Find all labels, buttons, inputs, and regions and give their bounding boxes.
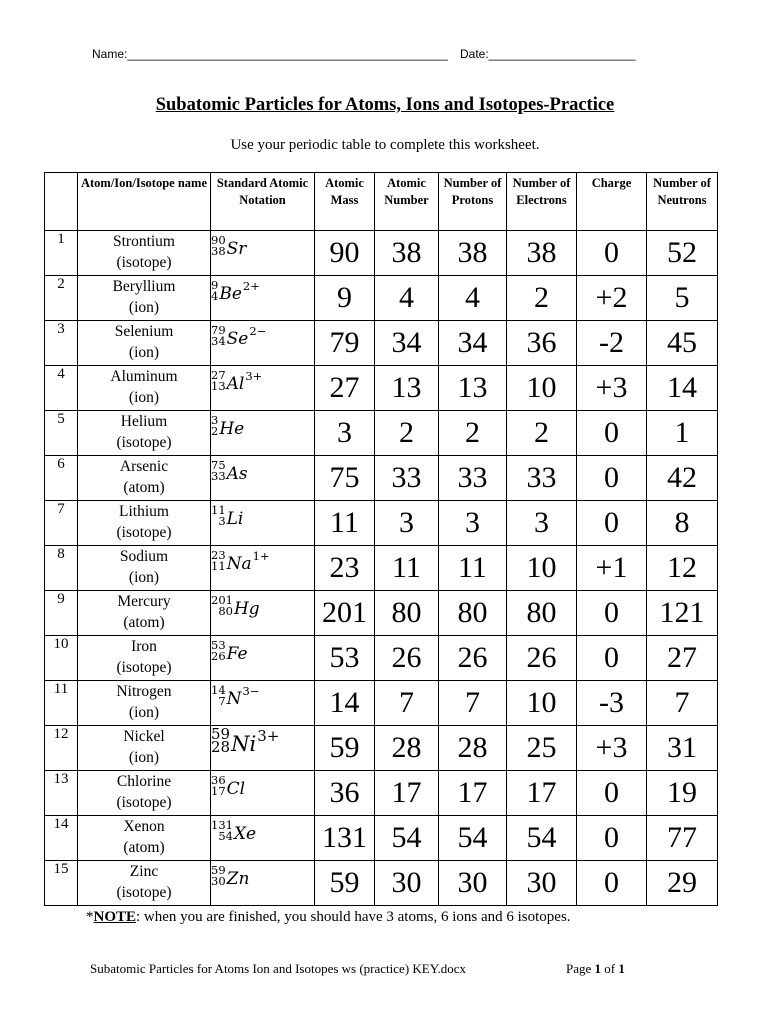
header-atomic-number: Atomic Number [375,173,439,231]
notation-cell [211,411,315,456]
particle-kind: (ion) [128,569,160,586]
particle-kind: (atom) [123,614,165,631]
row-number: 3 [45,321,78,366]
notation-cell [211,456,315,501]
atomic-mass-value: 14 [315,681,375,726]
notation-atomic-number: 38 [211,244,226,258]
table-row [45,771,718,816]
table-row [45,231,718,276]
atomic-mass-value: 53 [315,636,375,681]
row-number: 15 [45,861,78,906]
atomic-mass-value: 59 [315,861,375,906]
particle-kind: (ion) [128,704,160,721]
notation-mass-number: 75 [211,458,226,472]
notation-mass-number: 59 [211,725,231,743]
notation-mass-number: 11 [211,503,226,517]
notation-charge: 3+ [257,727,280,745]
notation-atomic-number: 54 [218,829,233,843]
particle-name-cell [78,501,211,546]
particle-name-cell [78,861,211,906]
atomic-notation [211,820,257,843]
notation-charge: 1+ [252,549,270,563]
notation-symbol: Sr [226,239,247,259]
charge-value: 0 [577,591,647,636]
neutrons-value: 7 [647,681,718,726]
table-row [45,411,718,456]
neutrons-value: 45 [647,321,718,366]
notation-atomic-number: 33 [211,469,226,483]
table-row [45,861,718,906]
protons-value: 33 [439,456,507,501]
notation-atomic-number: 3 [218,514,226,528]
particle-kind: (isotope) [116,884,172,901]
notation-atomic-number: 13 [211,379,226,393]
atomic-mass-value: 9 [315,276,375,321]
electrons-value: 10 [507,366,577,411]
neutrons-value: 14 [647,366,718,411]
charge-value: -2 [577,321,647,366]
table-header-row [45,173,718,231]
notation-atomic-number: 30 [211,874,226,888]
notation-atomic-number: 7 [218,694,226,708]
protons-value: 54 [439,816,507,861]
neutrons-value: 29 [647,861,718,906]
particle-name-cell [78,366,211,411]
atomic-notation [211,460,249,483]
electrons-value: 30 [507,861,577,906]
particle-kind: (atom) [123,479,165,496]
neutrons-value: 52 [647,231,718,276]
atomic-notation [211,685,259,708]
table-row [45,681,718,726]
element-name: Nickel [123,728,165,745]
table-row [45,276,718,321]
notation-symbol: As [226,464,248,484]
atomic-number-value: 34 [375,321,439,366]
row-number: 7 [45,501,78,546]
notation-symbol: Ni [231,732,257,756]
charge-value: +3 [577,366,647,411]
atomic-number-value: 2 [375,411,439,456]
atomic-number-value: 4 [375,276,439,321]
notation-atomic-number: 26 [211,649,226,663]
notation-mass-number: 59 [211,863,226,877]
atomic-number-value: 54 [375,816,439,861]
table-row [45,321,718,366]
row-number: 9 [45,591,78,636]
atomic-mass-value: 59 [315,726,375,771]
particle-name-cell [78,681,211,726]
notation-mass-number: 27 [211,368,226,382]
element-name: Nitrogen [116,683,172,700]
particle-name-cell [78,276,211,321]
table-row [45,591,718,636]
charge-value: 0 [577,771,647,816]
notation-cell [211,276,315,321]
atomic-number-value: 26 [375,636,439,681]
header-name: Atom/Ion/Isotope name [78,173,211,231]
header-notation: Standard Atomic Notation [211,173,315,231]
atomic-number-value: 7 [375,681,439,726]
atomic-mass-value: 36 [315,771,375,816]
footer-page-word: Page [566,961,592,976]
protons-value: 4 [439,276,507,321]
notation-mass-number: 131 [211,818,233,832]
atomic-number-value: 38 [375,231,439,276]
protons-value: 38 [439,231,507,276]
atomic-mass-value: 90 [315,231,375,276]
atomic-mass-value: 201 [315,591,375,636]
notation-mass-number: 53 [211,638,226,652]
atomic-number-value: 28 [375,726,439,771]
particle-kind: (isotope) [116,794,172,811]
notation-atomic-number: 17 [211,784,226,798]
table-row [45,726,718,771]
notation-atomic-number: 4 [211,289,219,303]
notation-charge: 3− [242,684,260,698]
neutrons-value: 42 [647,456,718,501]
atomic-notation [211,325,266,348]
particle-kind: (ion) [128,749,160,766]
protons-value: 26 [439,636,507,681]
electrons-value: 17 [507,771,577,816]
table-row [45,366,718,411]
header-neutrons: Number of Neutrons [647,173,718,231]
notation-mass-number: 201 [211,593,233,607]
notation-charge: 2− [249,324,267,338]
instructions-text: Use your periodic table to complete this worksheet. [230,137,540,153]
notation-cell [211,861,315,906]
row-number: 4 [45,366,78,411]
atomic-number-value: 3 [375,501,439,546]
notation-symbol: N [226,689,242,709]
name-field-label: Name:________________________________________________ [92,47,448,61]
notation-atomic-number: 80 [218,604,233,618]
electrons-value: 54 [507,816,577,861]
element-name: Mercury [117,593,171,610]
notation-atomic-number: 28 [211,738,231,756]
particle-name-cell [78,456,211,501]
notation-cell [211,681,315,726]
notation-cell [211,231,315,276]
element-name: Aluminum [110,368,178,385]
atomic-number-value: 13 [375,366,439,411]
particle-name-cell [78,771,211,816]
particle-name-cell [78,726,211,771]
notation-mass-number: 79 [211,323,226,337]
notation-symbol: He [219,419,245,439]
atomic-number-value: 30 [375,861,439,906]
header-row-number [45,173,78,231]
atomic-mass-value: 23 [315,546,375,591]
charge-value: +3 [577,726,647,771]
electrons-value: 33 [507,456,577,501]
neutrons-value: 77 [647,816,718,861]
atomic-notation [211,865,250,888]
notation-cell [211,591,315,636]
element-name: Beryllium [112,278,176,295]
atomic-notation [211,505,244,528]
charge-value: -3 [577,681,647,726]
row-number: 5 [45,411,78,456]
table-row [45,456,718,501]
notation-charge: 2+ [242,279,260,293]
neutrons-value: 27 [647,636,718,681]
protons-value: 17 [439,771,507,816]
footer-page-of: of [604,961,616,976]
particle-kind: (ion) [128,299,160,316]
charge-value: 0 [577,456,647,501]
notation-mass-number: 36 [211,773,226,787]
neutrons-value: 8 [647,501,718,546]
electrons-value: 36 [507,321,577,366]
atomic-mass-value: 75 [315,456,375,501]
electrons-value: 2 [507,276,577,321]
header-protons: Number of Protons [439,173,507,231]
neutrons-value: 5 [647,276,718,321]
footer-page-total: 1 [618,961,625,976]
row-number: 8 [45,546,78,591]
footer-page-current: 1 [594,961,602,976]
protons-value: 34 [439,321,507,366]
atomic-number-value: 17 [375,771,439,816]
charge-value: 0 [577,411,647,456]
notation-atomic-number: 34 [211,334,226,348]
electrons-value: 26 [507,636,577,681]
notation-symbol: Al [226,374,245,394]
note-label: NOTE [93,909,137,925]
element-name: Lithium [119,503,169,520]
particle-name-cell [78,546,211,591]
neutrons-value: 19 [647,771,718,816]
element-name: Sodium [119,548,169,565]
protons-value: 28 [439,726,507,771]
neutrons-value: 1 [647,411,718,456]
atomic-notation [211,725,280,756]
particle-kind: (ion) [128,389,160,406]
note-text: : when you are finished, you should have 3 atoms, 6 ions and 6 isotopes. [136,909,571,925]
table-row [45,636,718,681]
atomic-notation [211,595,261,618]
particle-kind: (isotope) [116,254,172,271]
atomic-notation [211,370,262,393]
header-charge: Charge [577,173,647,231]
page-title: Subatomic Particles for Atoms, Ions and Isotopes-Practice [155,95,615,115]
atomic-number-value: 11 [375,546,439,591]
protons-value: 7 [439,681,507,726]
atomic-notation [211,640,249,663]
atomic-notation [211,280,260,303]
atomic-number-value: 80 [375,591,439,636]
table-row [45,546,718,591]
notation-atomic-number: 2 [211,424,219,438]
particle-kind: (isotope) [116,659,172,676]
atomic-notation [211,775,246,798]
header-atomic-mass: Atomic Mass [315,173,375,231]
atomic-mass-value: 131 [315,816,375,861]
element-name: Helium [120,413,168,430]
notation-symbol: Fe [226,644,248,664]
atomic-number-value: 33 [375,456,439,501]
atomic-notation [211,550,270,573]
atomic-mass-value: 79 [315,321,375,366]
notation-mass-number: 23 [211,548,226,562]
electrons-value: 10 [507,546,577,591]
row-number: 13 [45,771,78,816]
row-number: 12 [45,726,78,771]
atomic-notation [211,415,245,438]
charge-value: 0 [577,636,647,681]
footer-filename: Subatomic Particles for Atoms Ion and Isotopes ws (practice) KEY.docx [90,961,466,976]
element-name: Strontium [112,233,175,250]
atomic-mass-value: 11 [315,501,375,546]
particle-kind: (isotope) [116,524,172,541]
row-number: 11 [45,681,78,726]
charge-value: 0 [577,861,647,906]
charge-value: 0 [577,501,647,546]
notation-mass-number: 3 [211,413,219,427]
notation-symbol: Xe [233,824,257,844]
particle-kind: (ion) [128,344,160,361]
notation-atomic-number: 11 [211,559,226,573]
charge-value: 0 [577,231,647,276]
particle-name-cell [78,411,211,456]
notation-cell [211,546,315,591]
particle-name-cell [78,816,211,861]
notation-cell [211,816,315,861]
worksheet-table [44,172,718,906]
notation-cell [211,366,315,411]
notation-mass-number: 14 [211,683,226,697]
charge-value: 0 [577,816,647,861]
element-name: Iron [131,638,157,655]
notation-symbol: Li [226,509,244,529]
notation-symbol: Se [226,329,249,349]
row-number: 2 [45,276,78,321]
electrons-value: 80 [507,591,577,636]
charge-value: +1 [577,546,647,591]
row-number: 1 [45,231,78,276]
atomic-notation [211,235,247,258]
notation-symbol: Be [219,284,242,304]
neutrons-value: 31 [647,726,718,771]
footer-page-number [566,961,625,977]
protons-value: 80 [439,591,507,636]
table-row [45,816,718,861]
table-body [45,231,718,906]
element-name: Xenon [123,818,165,835]
protons-value: 2 [439,411,507,456]
notation-cell [211,726,315,771]
row-number: 10 [45,636,78,681]
particle-name-cell [78,231,211,276]
row-number: 6 [45,456,78,501]
row-number: 14 [45,816,78,861]
protons-value: 3 [439,501,507,546]
element-name: Arsenic [119,458,169,475]
electrons-value: 2 [507,411,577,456]
notation-symbol: Na [226,554,252,574]
electrons-value: 38 [507,231,577,276]
atomic-mass-value: 3 [315,411,375,456]
header-electrons: Number of Electrons [507,173,577,231]
table-row [45,501,718,546]
notation-cell [211,771,315,816]
notation-symbol: Hg [233,599,260,619]
protons-value: 11 [439,546,507,591]
notation-symbol: Zn [226,869,250,889]
particle-kind: (atom) [123,839,165,856]
notation-charge: 3+ [245,369,263,383]
date-field-label: Date:______________________ [460,47,636,61]
notation-mass-number: 9 [211,278,219,292]
element-name: Zinc [129,863,159,880]
notation-cell [211,321,315,366]
notation-cell [211,636,315,681]
note-prefix: * [86,909,94,925]
element-name: Chlorine [116,773,172,790]
neutrons-value: 12 [647,546,718,591]
particle-name-cell [78,636,211,681]
electrons-value: 10 [507,681,577,726]
element-name: Selenium [114,323,174,340]
notation-cell [211,501,315,546]
notation-mass-number: 90 [211,233,226,247]
notation-symbol: Cl [226,779,246,799]
atomic-mass-value: 27 [315,366,375,411]
charge-value: +2 [577,276,647,321]
electrons-value: 3 [507,501,577,546]
electrons-value: 25 [507,726,577,771]
particle-name-cell [78,591,211,636]
protons-value: 13 [439,366,507,411]
particle-kind: (isotope) [116,434,172,451]
neutrons-value: 121 [647,591,718,636]
protons-value: 30 [439,861,507,906]
completion-note [86,909,571,926]
particle-name-cell [78,321,211,366]
